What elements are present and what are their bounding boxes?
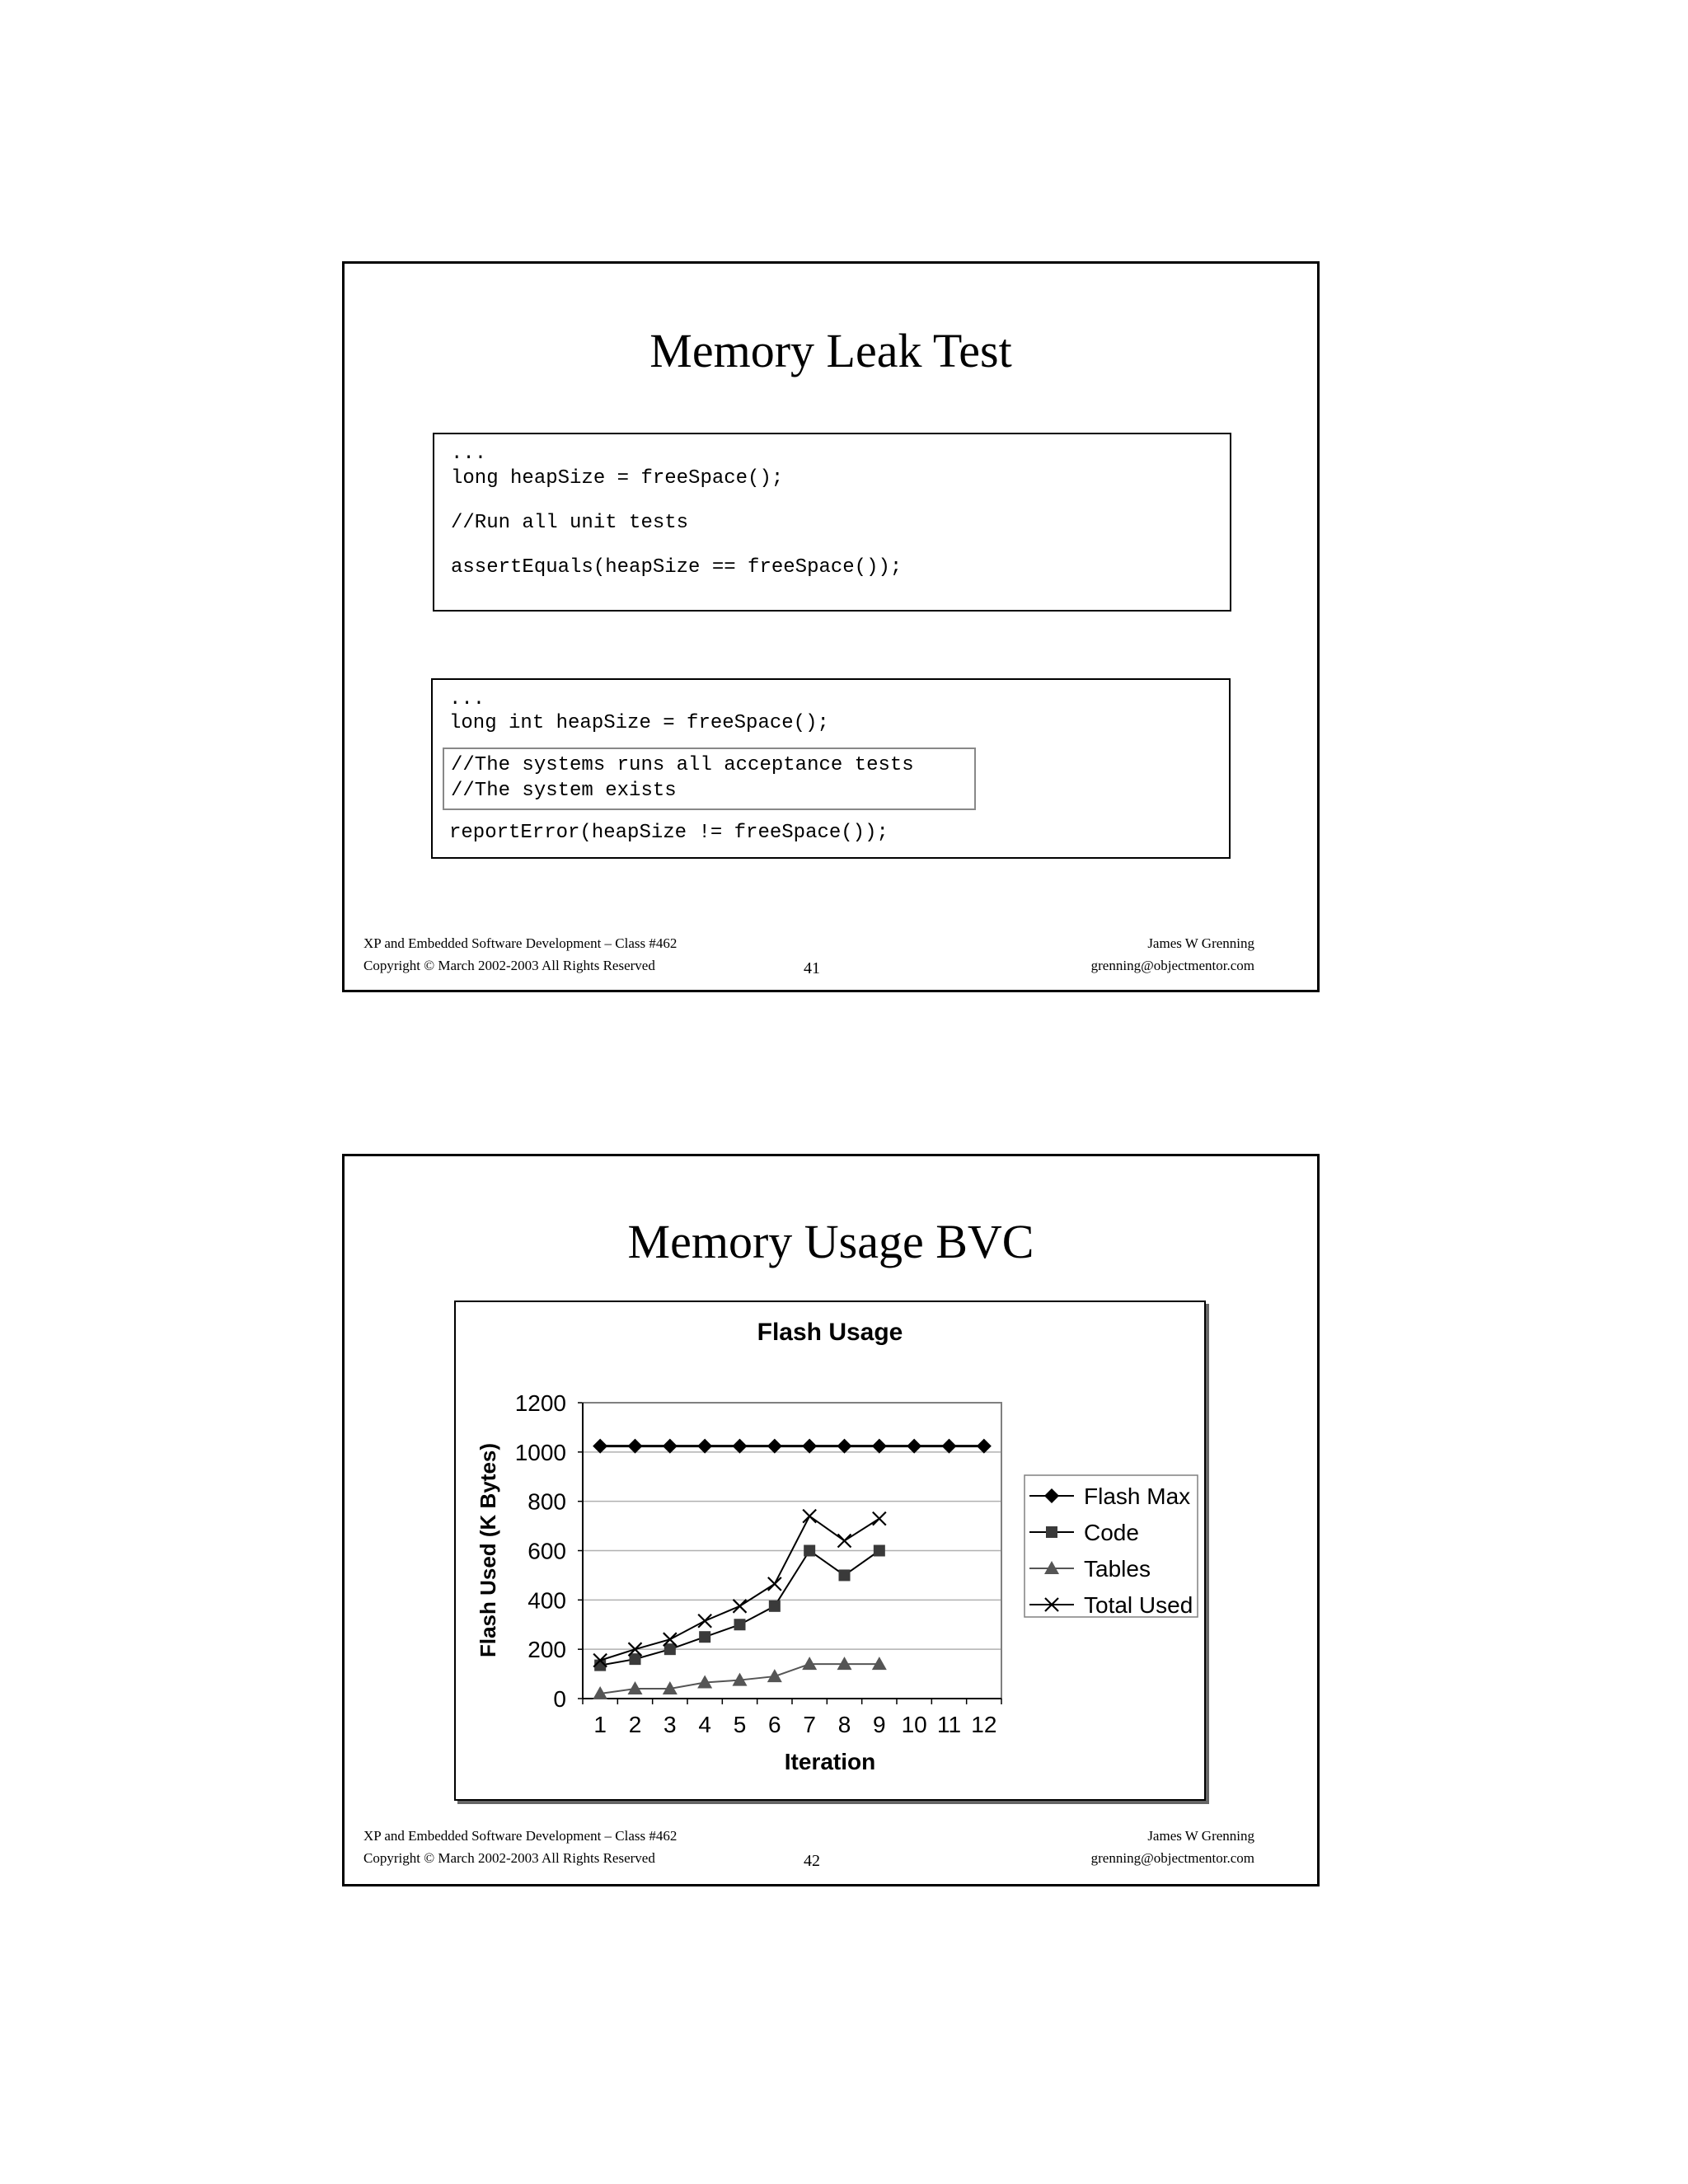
footer-course: XP and Embedded Software Development – Class #462 xyxy=(363,1828,678,1844)
data-point-code xyxy=(699,1631,710,1643)
code-line: assertEquals(heapSize == freeSpace()); xyxy=(451,556,903,579)
legend-label-flash-max: Flash Max xyxy=(1084,1483,1191,1509)
data-point-total-used xyxy=(873,1512,886,1526)
x-tick-label: 7 xyxy=(803,1712,816,1737)
data-point-flash-max xyxy=(628,1439,643,1454)
footer-author: James W Grenning xyxy=(1147,935,1254,951)
flash-usage-chart xyxy=(456,1302,1204,1799)
footer-copyright: Copyright © March 2002-2003 All Rights Reserved xyxy=(363,1850,655,1866)
legend-marker-code xyxy=(1046,1526,1057,1538)
data-point-flash-max xyxy=(942,1439,957,1454)
data-point-flash-max xyxy=(837,1439,852,1454)
data-point-flash-max xyxy=(802,1439,817,1454)
y-tick-label: 400 xyxy=(528,1587,566,1614)
code-line: //Run all unit tests xyxy=(451,512,689,534)
x-tick-label: 11 xyxy=(936,1712,962,1737)
code-line: //The system exists xyxy=(451,780,677,802)
x-tick-label: 2 xyxy=(628,1712,642,1737)
series-line-total-used xyxy=(600,1516,879,1661)
data-point-tables xyxy=(628,1681,643,1694)
data-point-flash-max xyxy=(872,1439,887,1454)
data-point-flash-max xyxy=(663,1439,678,1454)
slide-title: Memory Usage BVC xyxy=(627,1215,1034,1268)
data-point-code xyxy=(769,1601,781,1612)
x-tick-label: 1 xyxy=(593,1712,607,1737)
legend-label-code: Code xyxy=(1084,1520,1139,1545)
footer-course: XP and Embedded Software Development – Class #462 xyxy=(363,935,678,951)
data-point-code xyxy=(664,1643,676,1655)
y-tick-label: 800 xyxy=(528,1488,566,1515)
footer-email: grenning@objectmentor.com xyxy=(1090,1850,1254,1866)
y-axis-label: Flash Used (K Bytes) xyxy=(476,1442,500,1658)
y-tick-label: 0 xyxy=(553,1686,566,1712)
data-point-flash-max xyxy=(907,1439,921,1454)
code-block-acceptance-test xyxy=(431,678,1231,859)
y-tick-label: 1000 xyxy=(514,1439,566,1465)
data-point-code xyxy=(630,1653,641,1665)
slide-title: Memory Leak Test xyxy=(649,324,1012,377)
footer-copyright: Copyright © March 2002-2003 All Rights Reserved xyxy=(363,958,655,973)
code-line: long heapSize = freeSpace(); xyxy=(451,467,784,490)
y-tick-label: 200 xyxy=(528,1637,566,1663)
y-tick-label: 1200 xyxy=(514,1390,566,1416)
page-number: 42 xyxy=(804,1852,820,1870)
code-line: //The systems runs all acceptance tests xyxy=(451,754,914,776)
slide-42 xyxy=(342,1154,1320,1886)
data-point-code xyxy=(874,1545,885,1557)
data-point-total-used xyxy=(698,1615,711,1628)
data-point-tables xyxy=(767,1669,782,1682)
x-tick-label: 8 xyxy=(837,1712,851,1737)
x-tick-label: 12 xyxy=(971,1712,997,1737)
data-point-total-used xyxy=(838,1535,851,1548)
x-tick-label: 5 xyxy=(733,1712,747,1737)
data-point-total-used xyxy=(768,1577,781,1591)
x-tick-label: 4 xyxy=(698,1712,711,1737)
data-point-code xyxy=(734,1619,746,1630)
code-line: ... xyxy=(451,443,487,465)
data-point-total-used xyxy=(803,1510,816,1523)
data-point-flash-max xyxy=(593,1439,607,1454)
page-number: 41 xyxy=(804,959,820,977)
x-axis-label: Iteration xyxy=(784,1749,876,1774)
x-tick-label: 3 xyxy=(663,1712,677,1737)
chart-title: Flash Usage xyxy=(757,1319,903,1346)
x-tick-label: 10 xyxy=(901,1712,927,1737)
y-tick-label: 600 xyxy=(528,1538,566,1564)
highlighted-comment-box xyxy=(443,748,976,810)
footer-email: grenning@objectmentor.com xyxy=(1090,958,1254,973)
data-point-code xyxy=(804,1545,815,1557)
code-line: long int heapSize = freeSpace(); xyxy=(449,712,829,734)
legend-label-tables: Tables xyxy=(1084,1556,1151,1582)
x-tick-label: 6 xyxy=(768,1712,781,1737)
footer-author: James W Grenning xyxy=(1147,1828,1254,1844)
data-point-total-used xyxy=(734,1600,747,1613)
data-point-flash-max xyxy=(733,1439,748,1454)
data-point-flash-max xyxy=(697,1439,712,1454)
slide-41 xyxy=(342,261,1320,992)
legend-label-total-used: Total Used xyxy=(1084,1592,1193,1618)
data-point-flash-max xyxy=(767,1439,782,1454)
data-point-flash-max xyxy=(977,1439,992,1454)
code-line: reportError(heapSize != freeSpace()); xyxy=(449,822,889,844)
data-point-code xyxy=(839,1569,851,1581)
x-tick-label: 9 xyxy=(873,1712,886,1737)
code-line: ... xyxy=(449,688,485,710)
chart-frame xyxy=(454,1301,1206,1801)
code-block-unit-test xyxy=(433,433,1231,612)
